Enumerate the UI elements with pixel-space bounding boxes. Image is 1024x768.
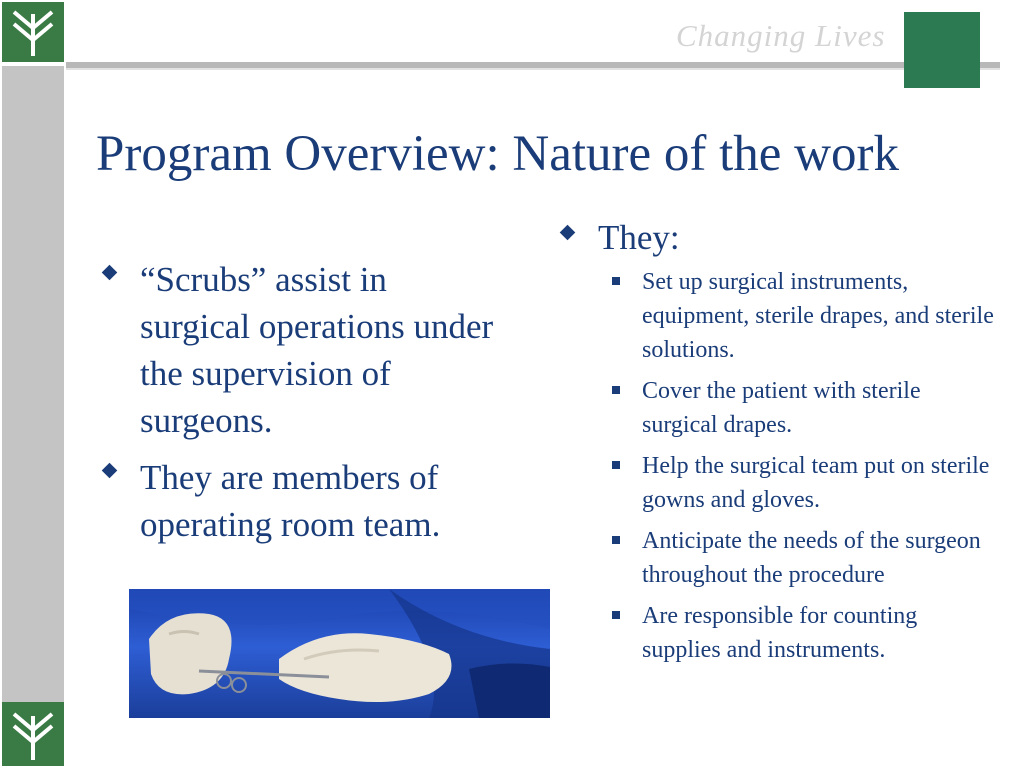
diamond-bullet-icon bbox=[560, 225, 576, 241]
sprout-logo-icon bbox=[2, 702, 64, 766]
list-item bbox=[560, 449, 1000, 517]
square-bullet-icon bbox=[612, 461, 620, 469]
slide-title: Program Overview: Nature of the work bbox=[96, 126, 900, 182]
sprout-logo-icon bbox=[2, 2, 64, 62]
duty-text: Help the surgical team put on sterile gowns and gloves. bbox=[642, 453, 990, 513]
list-item bbox=[560, 599, 1000, 667]
duty-text: Set up surgical instruments, equipment, sterile drapes, and sterile solutions. bbox=[642, 269, 994, 363]
list-item bbox=[560, 265, 1000, 367]
tagline: Changing Lives bbox=[676, 18, 886, 53]
right-heading bbox=[560, 215, 1000, 261]
bullet-text: They are members of operating room team. bbox=[140, 458, 441, 544]
left-bullet-list bbox=[102, 256, 502, 558]
bullet-text: “Scrubs” assist in surgical operations under the supervision of surgeons. bbox=[140, 260, 494, 440]
left-sidebar-bar bbox=[2, 66, 64, 702]
right-heading-text: They: bbox=[598, 218, 680, 257]
diamond-bullet-icon bbox=[102, 463, 118, 479]
list-item bbox=[102, 454, 502, 548]
header-rule-highlight bbox=[66, 68, 1000, 70]
surgery-photo bbox=[129, 589, 550, 718]
duty-text: Cover the patient with sterile surgical drapes. bbox=[642, 378, 921, 438]
corner-accent-square bbox=[904, 12, 980, 88]
square-bullet-icon bbox=[612, 277, 620, 285]
list-item bbox=[102, 256, 502, 444]
duties-list bbox=[560, 265, 1000, 667]
square-bullet-icon bbox=[612, 386, 620, 394]
square-bullet-icon bbox=[612, 611, 620, 619]
list-item bbox=[560, 374, 1000, 442]
duty-text: Are responsible for counting supplies and instruments. bbox=[642, 603, 918, 663]
right-column bbox=[560, 215, 1000, 674]
diamond-bullet-icon bbox=[102, 265, 118, 281]
duty-text: Anticipate the needs of the surgeon throughout the procedure bbox=[642, 528, 981, 588]
list-item bbox=[560, 524, 1000, 592]
square-bullet-icon bbox=[612, 536, 620, 544]
